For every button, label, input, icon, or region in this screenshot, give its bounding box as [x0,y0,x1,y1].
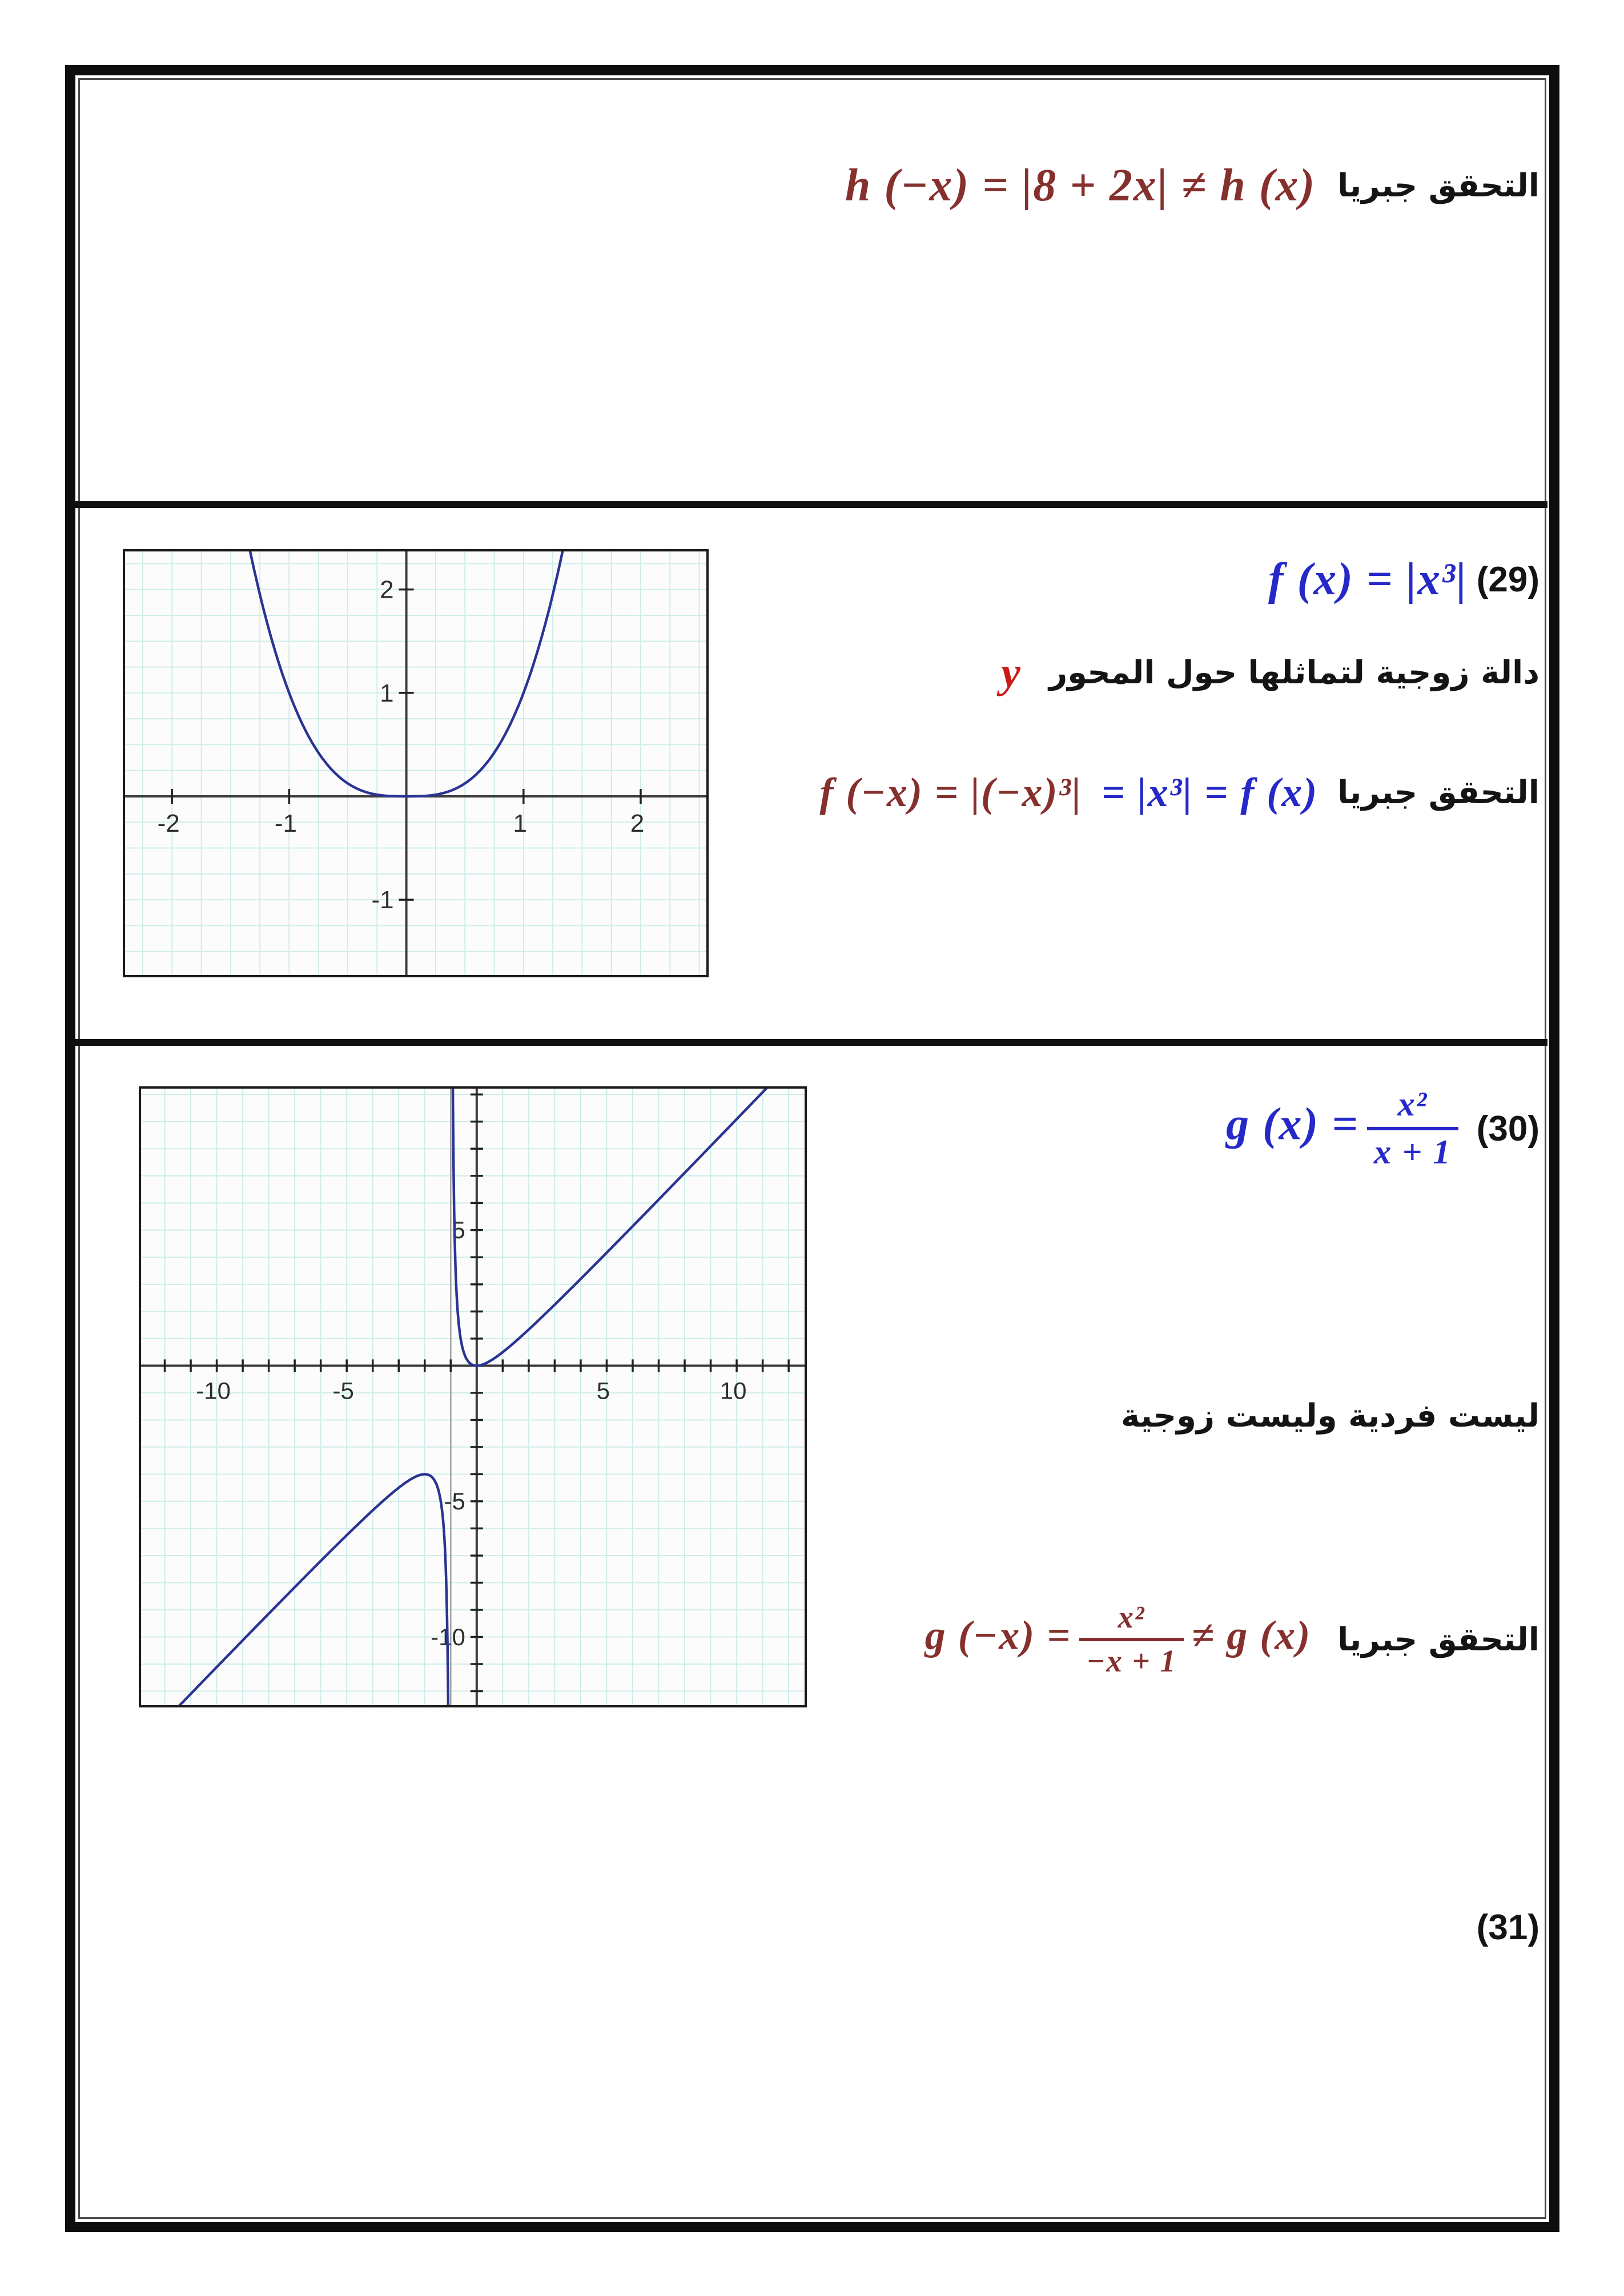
verify-algebraically-label-h: التحقق جبريا [1337,167,1539,204]
section-divider-2 [75,1039,1547,1046]
h-verify-row [845,137,1539,234]
svg-text:-10: -10 [431,1623,465,1650]
h-verify-equation: h (−x) = |8 + 2x| ≠ h (x) [845,160,1316,211]
g-verify-rhs: ≠ g (x) [1191,1612,1312,1658]
g-verify-fraction [1079,1600,1183,1679]
verify-algebraically-label-f: التحقق جبريا [1337,774,1539,811]
svg-text:1: 1 [380,679,394,707]
svg-text:-10: -10 [196,1377,231,1404]
g-definition-lhs: g (x) = [1226,1099,1359,1150]
g-definition-fraction [1367,1085,1458,1173]
problem-31-header [1477,1893,1539,1961]
g-fraction-numerator: x² [1397,1085,1428,1124]
svg-text:2: 2 [630,809,645,837]
g-verify-fraction-bar [1079,1638,1183,1641]
verify-algebraically-label-g: التحقق جبريا [1337,1621,1539,1658]
g-definition-equation [1226,1085,1466,1173]
problem-30-header [1226,1057,1539,1200]
svg-text:-1: -1 [371,886,394,915]
y-axis-symbol: y [1001,648,1020,696]
g-verify-row [925,1565,1539,1714]
g-verify-fraction-denominator: −x + 1 [1086,1644,1177,1678]
problem-30-description-row [1121,1381,1539,1450]
f-verify-row [819,741,1539,844]
g-verify-lhs: g (−x) = [924,1612,1072,1658]
g-verify-equation [925,1600,1312,1679]
svg-text:-2: -2 [157,809,180,837]
svg-text:-5: -5 [332,1377,354,1404]
g-verify-fraction-numerator: x² [1117,1600,1145,1635]
svg-text:-5: -5 [444,1488,465,1515]
even-function-description: دالة زوجية لتماثلها حول المحور [1048,654,1539,691]
g-fraction-bar [1367,1127,1458,1130]
problem-29-header [1268,531,1539,628]
f-definition-equation: f (x) = |x³| [1268,554,1468,605]
problem-29-number: (29) [1476,559,1539,599]
problem-30-number: (30) [1476,1109,1539,1149]
svg-text:5: 5 [596,1377,610,1404]
svg-text:5: 5 [452,1217,465,1244]
f-verify-equation-left: f (−x) = |(−x)³| [819,769,1082,815]
section-divider-1 [75,501,1547,508]
graph-29-plot [123,549,709,977]
g-fraction-denominator: x + 1 [1373,1133,1452,1171]
graph-30-plot [139,1086,807,1707]
svg-text:1: 1 [513,809,528,837]
problem-31-number: (31) [1476,1907,1539,1947]
svg-text:10: 10 [719,1377,747,1404]
problem-29-description-row [1001,638,1539,707]
neither-odd-nor-even-description: ليست فردية وليست زوجية [1120,1397,1539,1435]
f-verify-equation-right: = |x³| = f (x) [1101,769,1319,815]
svg-text:-1: -1 [274,809,297,837]
svg-text:2: 2 [380,575,394,604]
